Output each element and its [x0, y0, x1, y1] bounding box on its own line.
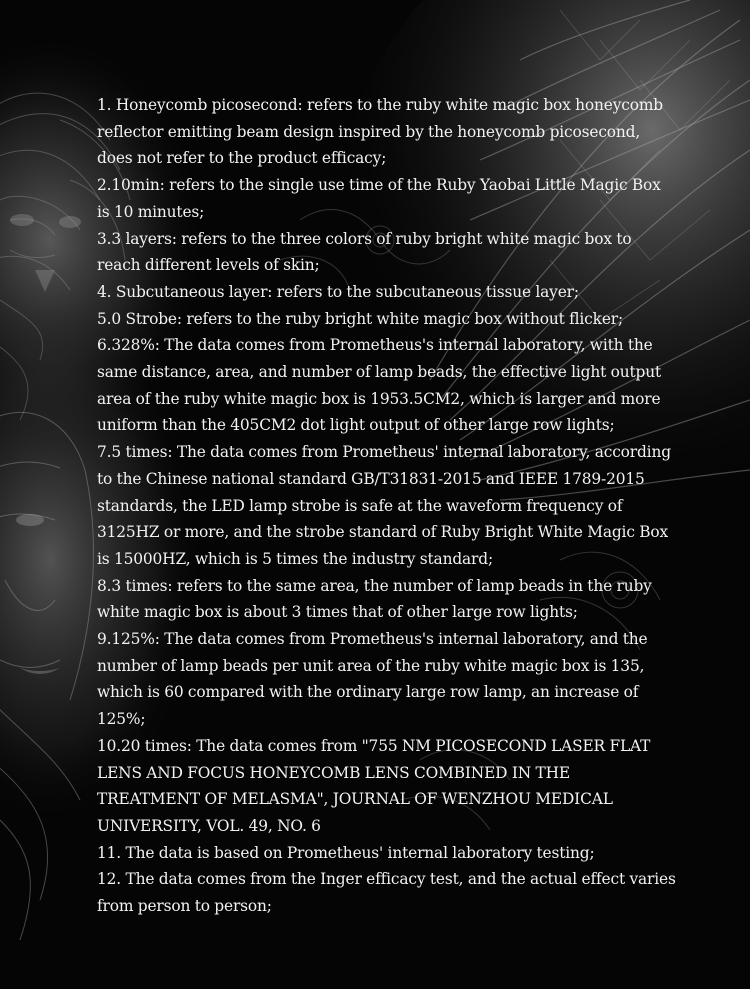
footnote-11: 11. The data is based on Prometheus' internal laboratory testing; [97, 843, 595, 862]
footnote-8: 8.3 times: refers to the same area, the number of lamp beads in the ruby white magic box is about 3 times that of other large row lights; [97, 576, 652, 622]
footnote-6: 6.328%: The data comes from Prometheus's internal laboratory, with the same distance, area, and number of lamp beads, the effective light output area of the ruby white magic box is 1953.5CM2, which is larger and more uniform than the 405CM2 dot light output of other large row lights; [97, 336, 662, 435]
footnote-5: 5.0 Strobe: refers to the ruby bright white magic box without flicker; [97, 309, 624, 328]
footnote-12: 12. The data comes from the Inger efficacy test, and the actual effect varies from person to person; [97, 870, 676, 916]
footnote-2: 2.10min: refers to the single use time of the Ruby Yaobai Little Magic Box is 10 minutes; [97, 176, 661, 221]
footnote-1: 1. Honeycomb picosecond: refers to the ruby white magic box honeycomb reflector emitting beam design inspired by the honeycomb picosecond, does not refer to the product efficacy; [97, 96, 663, 168]
footnote-4: 4. Subcutaneous layer: refers to the subcutaneous tissue layer; [97, 282, 579, 301]
footnote-9: 9.125%: The data comes from Prometheus's internal laboratory, and the number of lamp beads per unit area of the ruby white magic box is 135, which is 60 compared with the ordinary large row lamp, an increase of 125%; [97, 630, 648, 729]
footnote-10: 10.20 times: The data comes from "755 NM PICOSECOND LASER FLAT LENS AND FOCUS HONEYCOMB LENS COMBINED IN THE TREATMENT OF MELASMA", JOURNAL OF WENZHOU MEDICAL UNIVERSITY, VOL. 49, NO. 6 [97, 736, 651, 835]
footnote-3: 3.3 layers: refers to the three colors of ruby bright white magic box to reach different levels of skin; [97, 229, 632, 275]
footnote-7: 7.5 times: The data comes from Prometheus' internal laboratory, according to the Chinese national standard GB/T31831-2015 and IEEE 1789-2015 standards, the LED lamp strobe is safe at the waveform frequency of 3125HZ or more, and the strobe standard of Ruby Bright White Magic Box is 15000HZ, which is 5 times the industry standard; [97, 443, 671, 568]
footnotes-list [97, 92, 677, 920]
